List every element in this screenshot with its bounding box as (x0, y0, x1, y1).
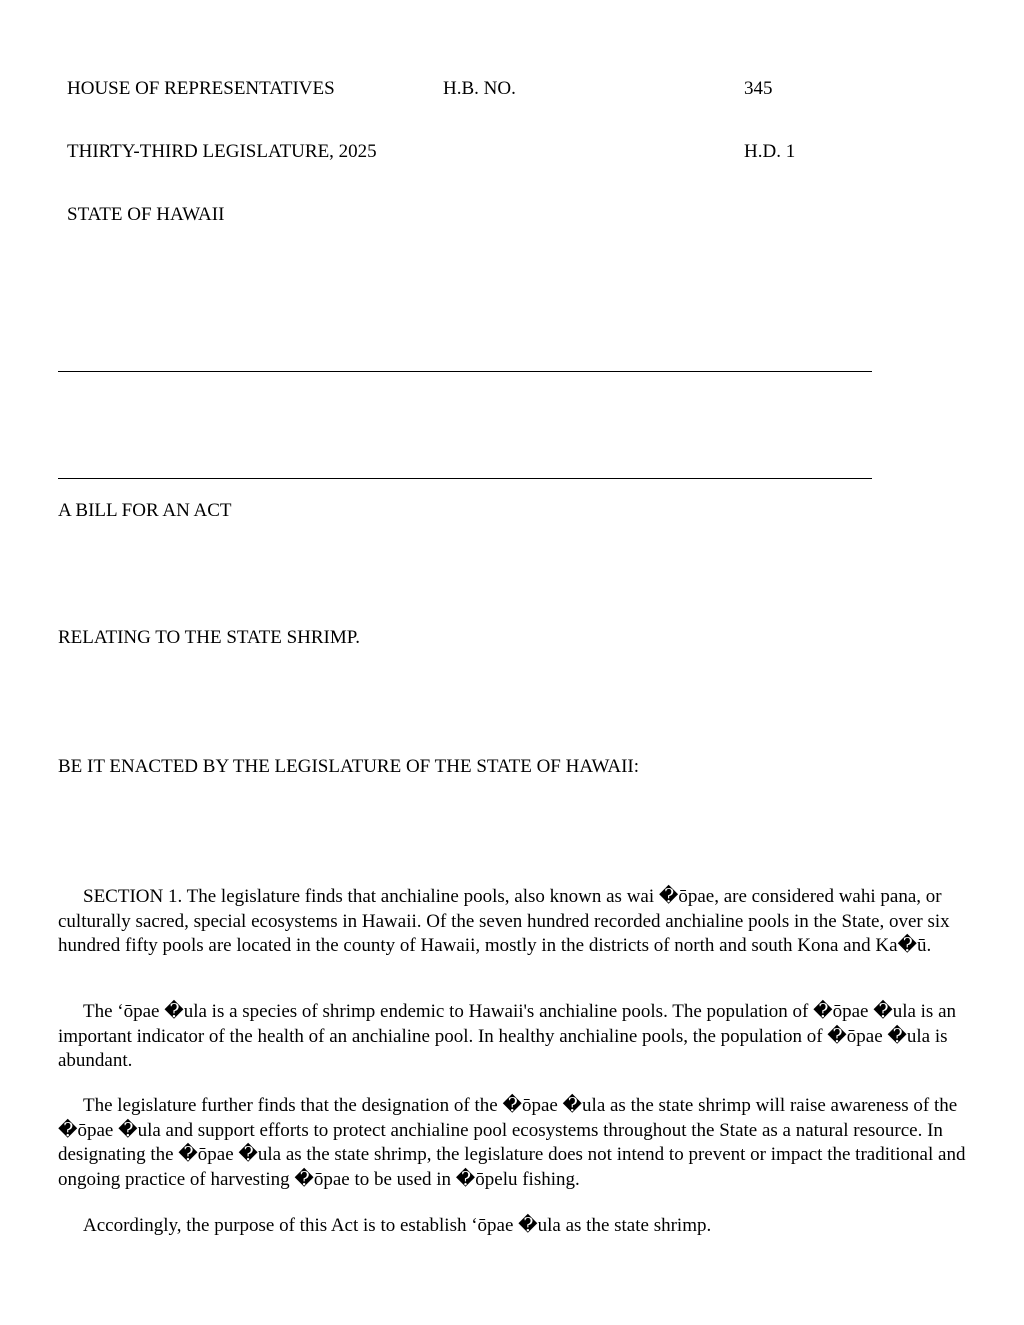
paragraph-opae-ula-species: The ‘ōpae �ula is a species of shrimp endemic to Hawaii's anchialine pools. The population of �ōpae �ula is an important indicator of the health of an anchialine pool. In healthy anchialine pools, the population of �ōpae �ula is abundant. (58, 1001, 957, 1071)
house-label: HOUSE OF REPRESENTATIVES (67, 78, 335, 99)
draft-label: H.D. 1 (744, 141, 796, 162)
divider-top (58, 371, 872, 372)
bill-number-label: H.B. NO. (443, 78, 516, 99)
legislature-label: THIRTY-THIRD LEGISLATURE, 2025 (67, 141, 377, 162)
paragraph-purpose: Accordingly, the purpose of this Act is to establish ‘ōpae �ula as the state shrimp. (83, 1215, 712, 1236)
enacting-clause: BE IT ENACTED BY THE LEGISLATURE OF THE STATE OF HAWAII: (58, 756, 640, 777)
state-label: STATE OF HAWAII (67, 204, 225, 225)
paragraph-section-1: SECTION 1. The legislature finds that anchialine pools, also known as wai �ōpae, are considered wahi pana, or culturally sacred, special ecosystems in Hawaii. Of the seven hundred recorded anchialine pools in the State, over six hundred fifty pools are located in the county of Hawaii, mostly in the districts of north and south Kona and Ka�ū. (58, 886, 950, 956)
divider-bottom (58, 478, 872, 479)
paragraph-further-findings: The legislature further finds that the designation of the �ōpae �ula as the state shrimp will raise awareness of the �ōpae �ula and support efforts to protect anchialine pool ecosystems throughout the State as a natural resource. In designating the �ōpae �ula as the state shrimp, the legislature does not intend to prevent or impact the traditional and ongoing practice of harvesting �ōpae to be used in �ōpelu fishing. (58, 1095, 966, 1190)
bill-type: A BILL FOR AN ACT (58, 500, 232, 521)
bill-number: 345 (744, 78, 773, 99)
relating-title: RELATING TO THE STATE SHRIMP. (58, 627, 360, 648)
